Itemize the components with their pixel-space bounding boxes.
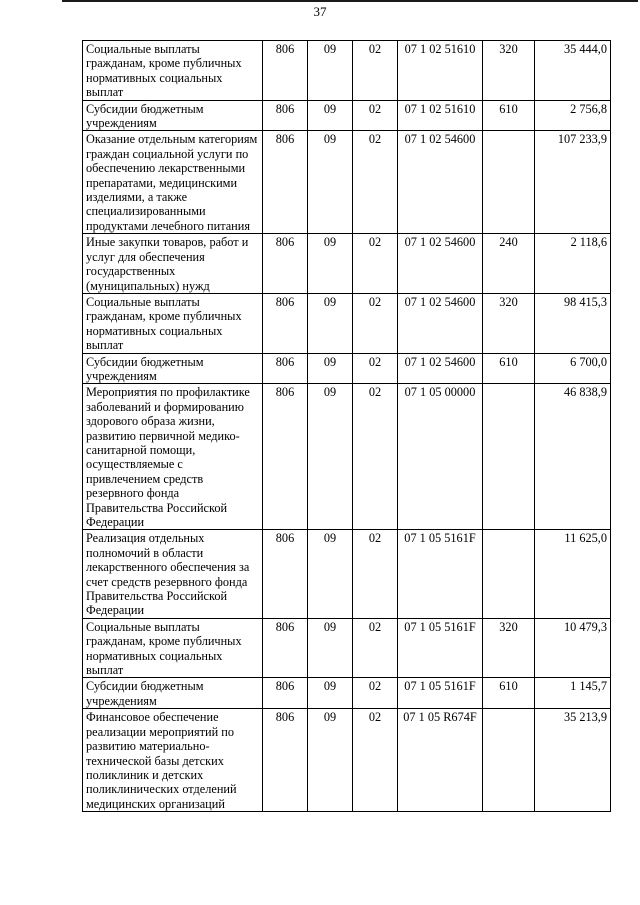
row-name-cell: Иные закупки товаров, работ и услуг для обеспечения государственных (муниципальных) нужд	[83, 234, 263, 294]
row-name-cell: Субсидии бюджетным учреждениям	[83, 353, 263, 384]
expense-type-cell: 320	[483, 618, 535, 678]
subsection-code-cell: 02	[353, 234, 398, 294]
row-name-cell: Субсидии бюджетным учреждениям	[83, 100, 263, 131]
amount-cell: 107 233,9	[535, 131, 611, 234]
table-row	[83, 234, 611, 294]
row-name-cell: Социальные выплаты гражданам, кроме публичных нормативных социальных выплат	[83, 293, 263, 353]
table-row	[83, 131, 611, 234]
amount-cell: 10 479,3	[535, 618, 611, 678]
expense-type-cell	[483, 384, 535, 530]
target-article-cell: 07 1 05 R674F	[398, 709, 483, 812]
ministry-code-cell: 806	[263, 678, 308, 709]
amount-cell: 2 756,8	[535, 100, 611, 131]
budget-table	[82, 40, 611, 812]
amount-cell: 98 415,3	[535, 293, 611, 353]
row-name-cell: Мероприятия по профилактике заболеваний и формированию здорового образа жизни, развитию первичной медико-санитарной помощи, осуществляемые с привлечением средств резервного фонда Правительства Российской Федерации	[83, 384, 263, 530]
expense-type-cell: 610	[483, 678, 535, 709]
section-code-cell: 09	[308, 100, 353, 131]
target-article-cell: 07 1 05 5161F	[398, 618, 483, 678]
amount-cell: 2 118,6	[535, 234, 611, 294]
target-article-cell: 07 1 05 00000	[398, 384, 483, 530]
expense-type-cell: 320	[483, 41, 535, 101]
section-code-cell: 09	[308, 41, 353, 101]
ministry-code-cell: 806	[263, 384, 308, 530]
section-code-cell: 09	[308, 530, 353, 618]
section-code-cell: 09	[308, 618, 353, 678]
ministry-code-cell: 806	[263, 530, 308, 618]
table-row	[83, 293, 611, 353]
subsection-code-cell: 02	[353, 353, 398, 384]
expense-type-cell	[483, 530, 535, 618]
section-code-cell: 09	[308, 709, 353, 812]
target-article-cell: 07 1 02 54600	[398, 234, 483, 294]
expense-type-cell: 240	[483, 234, 535, 294]
table-row	[83, 678, 611, 709]
target-article-cell: 07 1 02 54600	[398, 293, 483, 353]
section-code-cell: 09	[308, 678, 353, 709]
row-name-cell: Социальные выплаты гражданам, кроме публичных нормативных социальных выплат	[83, 618, 263, 678]
target-article-cell: 07 1 02 51610	[398, 41, 483, 101]
table-row	[83, 618, 611, 678]
ministry-code-cell: 806	[263, 293, 308, 353]
expense-type-cell	[483, 709, 535, 812]
top-edge-line	[62, 0, 638, 2]
expense-type-cell: 610	[483, 100, 535, 131]
target-article-cell: 07 1 02 54600	[398, 131, 483, 234]
table-row	[83, 530, 611, 618]
table-body	[83, 41, 611, 812]
section-code-cell: 09	[308, 353, 353, 384]
section-code-cell: 09	[308, 293, 353, 353]
subsection-code-cell: 02	[353, 41, 398, 101]
row-name-cell: Социальные выплаты гражданам, кроме публичных нормативных социальных выплат	[83, 41, 263, 101]
subsection-code-cell: 02	[353, 293, 398, 353]
target-article-cell: 07 1 02 51610	[398, 100, 483, 131]
expense-type-cell: 320	[483, 293, 535, 353]
subsection-code-cell: 02	[353, 131, 398, 234]
ministry-code-cell: 806	[263, 618, 308, 678]
amount-cell: 6 700,0	[535, 353, 611, 384]
amount-cell: 46 838,9	[535, 384, 611, 530]
ministry-code-cell: 806	[263, 131, 308, 234]
table-row	[83, 41, 611, 101]
subsection-code-cell: 02	[353, 100, 398, 131]
table-row	[83, 709, 611, 812]
ministry-code-cell: 806	[263, 709, 308, 812]
ministry-code-cell: 806	[263, 41, 308, 101]
target-article-cell: 07 1 05 5161F	[398, 530, 483, 618]
amount-cell: 11 625,0	[535, 530, 611, 618]
section-code-cell: 09	[308, 234, 353, 294]
subsection-code-cell: 02	[353, 384, 398, 530]
expense-type-cell: 610	[483, 353, 535, 384]
subsection-code-cell: 02	[353, 709, 398, 812]
ministry-code-cell: 806	[263, 100, 308, 131]
table-row	[83, 353, 611, 384]
amount-cell: 35 213,9	[535, 709, 611, 812]
table-row	[83, 100, 611, 131]
amount-cell: 35 444,0	[535, 41, 611, 101]
subsection-code-cell: 02	[353, 678, 398, 709]
section-code-cell: 09	[308, 131, 353, 234]
row-name-cell: Субсидии бюджетным учреждениям	[83, 678, 263, 709]
section-code-cell: 09	[308, 384, 353, 530]
target-article-cell: 07 1 02 54600	[398, 353, 483, 384]
target-article-cell: 07 1 05 5161F	[398, 678, 483, 709]
ministry-code-cell: 806	[263, 234, 308, 294]
row-name-cell: Оказание отдельным категориям граждан социальной услуги по обеспечению лекарственными препаратами, медицинскими изделиями, а также специализированными продуктами лечебного питания	[83, 131, 263, 234]
row-name-cell: Финансовое обеспечение реализации мероприятий по развитию материально-технической базы детских поликлиник и детских поликлинических отделений медицинских организаций	[83, 709, 263, 812]
amount-cell: 1 145,7	[535, 678, 611, 709]
subsection-code-cell: 02	[353, 618, 398, 678]
expense-type-cell	[483, 131, 535, 234]
ministry-code-cell: 806	[263, 353, 308, 384]
row-name-cell: Реализация отдельных полномочий в области лекарственного обеспечения за счет средств резервного фонда Правительства Российской Федерации	[83, 530, 263, 618]
subsection-code-cell: 02	[353, 530, 398, 618]
page-number: 37	[313, 4, 327, 19]
table-row	[83, 384, 611, 530]
